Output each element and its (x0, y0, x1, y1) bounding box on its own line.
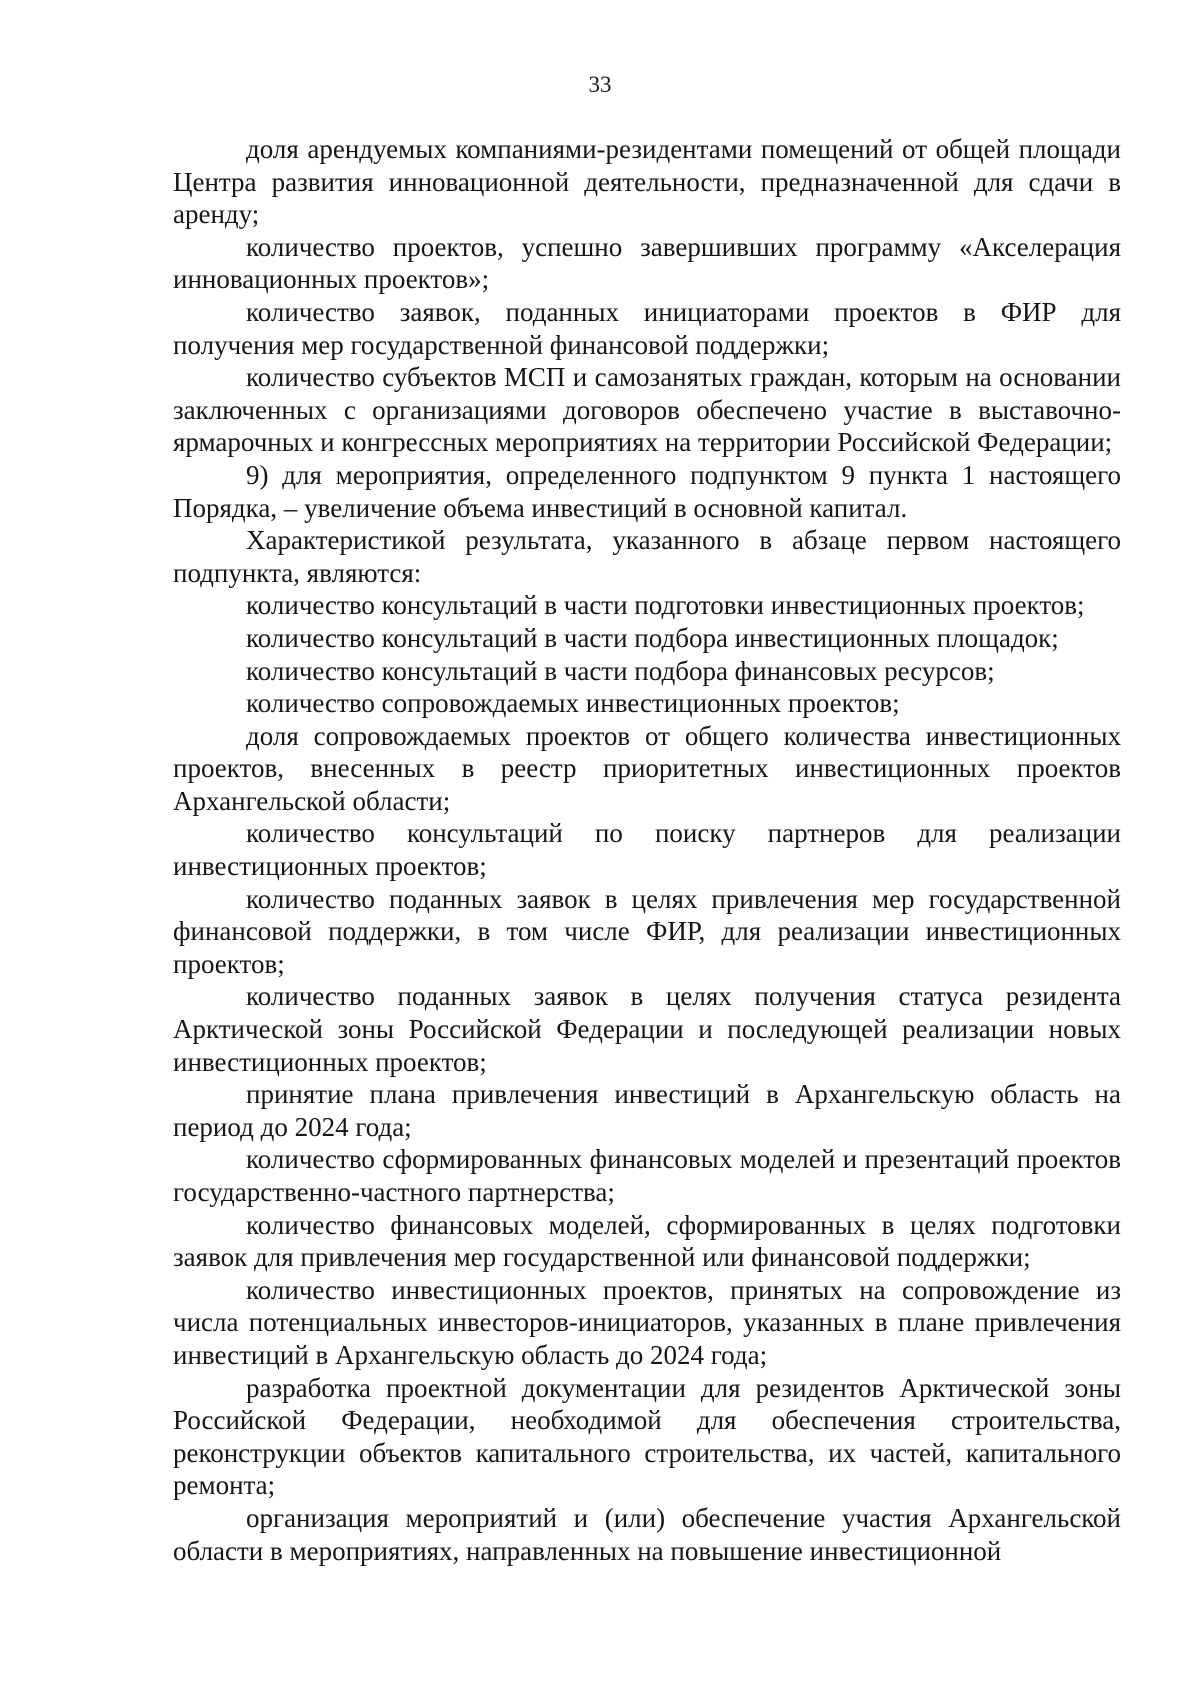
paragraph: количество консультаций в части подбора инвестиционных площадок; (246, 622, 1059, 653)
paragraph: количество субъектов МСП и самозанятых граждан, которым на основании заключенных с организациями договоров обеспечено участие в выставочно-ярмарочных и конгрессных мероприятиях на территории Российской Федерации; (173, 362, 1121, 458)
paragraph: количество консультаций в части подбора финансовых ресурсов; (246, 655, 995, 686)
paragraph: организация мероприятий и (или) обеспечение участия Архангельской области в мероприятиях, направленных на повышение инвестиционной (173, 1502, 1121, 1566)
paragraph: количество заявок, поданных инициаторами проектов в ФИР для получения мер государственной финансовой поддержки; (173, 296, 1121, 360)
paragraph: количество консультаций по поиску партнеров для реализации инвестиционных проектов; (173, 818, 1121, 882)
paragraph: количество проектов, успешно завершивших программу «Акселерация инновационных проектов»; (173, 231, 1121, 295)
paragraph: количество поданных заявок в целях привлечения мер государственной финансовой поддержки, в том числе ФИР, для реализации инвестиционных проектов; (173, 883, 1121, 979)
page-number: 33 (588, 72, 612, 97)
paragraph: доля сопровождаемых проектов от общего количества инвестиционных проектов, внесенных в реестр приоритетных инвестиционных проектов Архангельской области; (173, 720, 1121, 816)
document-body (173, 133, 1121, 1567)
paragraph: количество финансовых моделей, сформированных в целях подготовки заявок для привлечения мер государственной или финансовой поддержки; (173, 1209, 1121, 1273)
paragraph: количество инвестиционных проектов, принятых на сопровождение из числа потенциальных инвесторов-инициаторов, указанных в плане привлечения инвестиций в Архангельскую область до 2024 года; (173, 1274, 1121, 1370)
paragraph: количество консультаций в части подготовки инвестиционных проектов; (246, 590, 1085, 621)
paragraph: количество сопровождаемых инвестиционных проектов; (246, 688, 900, 719)
paragraph: 9) для мероприятия, определенного подпунктом 9 пункта 1 настоящего Порядка, – увеличение объема инвестиций в основной капитал. (173, 459, 1121, 523)
paragraph: принятие плана привлечения инвестиций в Архангельскую область на период до 2024 года; (173, 1079, 1121, 1142)
paragraph: количество поданных заявок в целях получения статуса резидента Арктической зоны Российской Федерации и последующей реализации новых инвестиционных проектов; (173, 981, 1121, 1077)
paragraph: Характеристикой результата, указанного в абзаце первом настоящего подпункта, являются: (173, 525, 1121, 588)
paragraph: разработка проектной документации для резидентов Арктической зоны Российской Федерации, необходимой для обеспечения строительства, реконструкции объектов капитального строительства, их частей, капитального ремонта; (173, 1372, 1121, 1501)
paragraph: доля арендуемых компаниями-резидентами помещений от общей площади Центра развития инновационной деятельности, предназначенной для сдачи в аренду; (173, 134, 1121, 230)
paragraph: количество сформированных финансовых моделей и презентаций проектов государственно-частного партнерства; (173, 1144, 1121, 1207)
